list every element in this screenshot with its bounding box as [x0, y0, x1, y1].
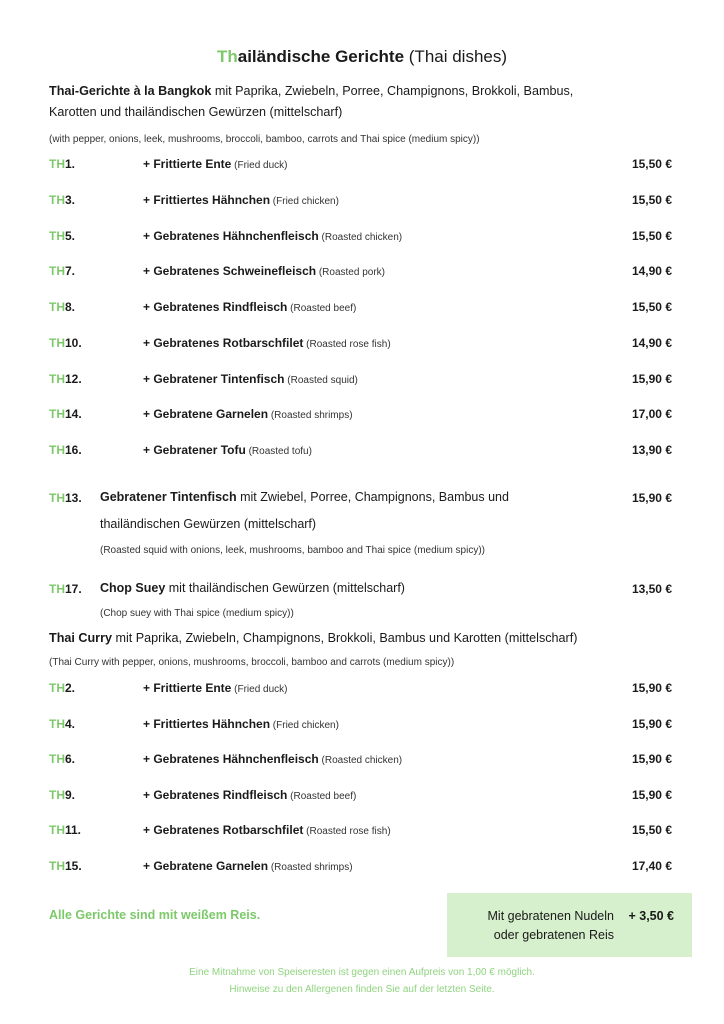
- dish-english: (Fried duck): [231, 160, 288, 171]
- menu-item-name: [143, 788, 356, 802]
- dish-german: + Gebratenes Schweinefleisch: [143, 264, 317, 279]
- dish-english: (Fried duck): [231, 684, 288, 695]
- menu-item-price: 15,50 €: [631, 228, 672, 243]
- menu-item-price: 15,50 €: [631, 823, 672, 838]
- upgrade-price: + 3,50 €: [628, 909, 674, 923]
- menu-item-price: 15,90 €: [631, 681, 672, 695]
- menu-item-name: [143, 823, 391, 837]
- dish-german: + Gebratenes Rotbarschfilet: [143, 335, 304, 350]
- menu-item-price: 15,90 €: [631, 787, 672, 802]
- menu-item-code: [49, 752, 75, 766]
- menu-item-code: [49, 157, 75, 171]
- menu-item-price: 15,90 €: [631, 371, 672, 386]
- dish-english: (Fried chicken): [270, 195, 339, 207]
- menu-item-name: [143, 300, 356, 314]
- menu-item-name: [143, 229, 402, 243]
- rice-note: Alle Gerichte sind mit weißem Reis.: [49, 908, 261, 922]
- dish-german: + Gebratenes Rindfleisch: [143, 300, 288, 314]
- code-number: 1.: [65, 157, 76, 171]
- dish-german: + Gebratenes Hähnchenfleisch: [143, 228, 319, 243]
- menu-item-name: [143, 264, 385, 278]
- upgrade-line1: Mit gebratenen Nudeln: [487, 909, 614, 923]
- section-bangkok-english: (with pepper, onions, leek, mushrooms, broccoli, bamboo, carrots and Thai spice (medium spicy)): [49, 134, 480, 145]
- code-prefix: TH: [49, 157, 65, 171]
- menu-item-code: [49, 264, 75, 278]
- dish-german: + Gebratenes Hähnchenfleisch: [143, 752, 319, 767]
- dish-german: + Frittierte Ente: [143, 157, 232, 171]
- dish-english: (Roasted chicken): [318, 231, 403, 243]
- upgrade-box: [447, 893, 692, 957]
- dish-english: (Roasted tofu): [245, 446, 312, 457]
- code-number: 6.: [65, 752, 76, 767]
- code-prefix: TH: [49, 681, 65, 695]
- menu-item-name: [143, 157, 287, 171]
- menu-item-code: [49, 491, 82, 505]
- menu-item-price: 13,90 €: [631, 443, 672, 457]
- code-prefix: TH: [49, 859, 65, 873]
- menu-item-description: [100, 581, 405, 595]
- dish-english: (Roasted shrimps): [268, 410, 353, 422]
- section-curry-intro: [49, 628, 577, 649]
- menu-item-price: 14,90 €: [631, 264, 672, 279]
- dish-english: (Roasted rose fish): [303, 826, 391, 838]
- menu-item-price: 17,00 €: [631, 407, 672, 422]
- title-main: ailändische Gerichte: [237, 47, 405, 66]
- code-prefix: TH: [49, 407, 65, 422]
- section-curry-desc: mit Paprika, Zwiebeln, Champignons, Brokkoli, Bambus und Karotten (mittelscharf): [111, 631, 578, 645]
- code-number: 15.: [65, 859, 82, 873]
- dish-english: (Roasted pork): [316, 267, 385, 279]
- code-number: 11.: [65, 823, 82, 838]
- section-curry-english: (Thai Curry with pepper, onions, mushrooms, broccoli, bamboo and carrots (medium spicy)): [49, 657, 455, 668]
- dish-german: + Gebratene Garnelen: [143, 407, 269, 422]
- dish-german: + Gebratenes Rindfleisch: [143, 787, 288, 802]
- menu-item-name: [143, 372, 358, 386]
- menu-item-price: 15,50 €: [631, 300, 672, 314]
- menu-item-name: [143, 407, 353, 421]
- code-prefix: TH: [49, 716, 65, 731]
- menu-item-price: 13,50 €: [631, 582, 672, 596]
- menu-item-code: [49, 717, 75, 731]
- dish-english: (Roasted squid): [284, 374, 358, 386]
- menu-item-price: 15,90 €: [631, 752, 672, 767]
- menu-item-code: [49, 372, 82, 386]
- section-bangkok-desc1: mit Paprika, Zwiebeln, Porree, Champignons, Brokkoli, Bambus,: [211, 84, 574, 98]
- code-number: 10.: [65, 335, 82, 350]
- code-number: 5.: [65, 228, 76, 243]
- upgrade-line2: oder gebratenen Reis: [493, 928, 614, 942]
- dish-english: (Roasted chicken): [318, 755, 403, 767]
- code-prefix: TH: [49, 192, 65, 207]
- menu-item-price: 15,50 €: [631, 192, 672, 207]
- code-prefix: TH: [49, 228, 65, 243]
- menu-item-price: 14,90 €: [631, 335, 672, 350]
- menu-item-code: [49, 407, 82, 421]
- menu-item-price: 15,90 €: [631, 491, 672, 505]
- dish-german: + Frittiertes Hähnchen: [143, 716, 271, 731]
- menu-item-code: [49, 193, 75, 207]
- code-number: 17.: [65, 582, 82, 596]
- menu-item-code: [49, 443, 82, 457]
- menu-item-name: [143, 717, 339, 731]
- code-prefix: TH: [49, 335, 65, 350]
- dish-english: (Roasted beef): [287, 790, 357, 802]
- code-number: 7.: [65, 264, 76, 279]
- menu-item-price: 15,90 €: [631, 716, 672, 731]
- menu-item-code: [49, 788, 75, 802]
- menu-item-code: [49, 229, 75, 243]
- code-number: 14.: [65, 407, 82, 422]
- code-prefix: TH: [49, 371, 65, 386]
- upgrade-text: [447, 907, 614, 945]
- code-prefix: TH: [49, 264, 65, 279]
- menu-item-english: (Roasted squid with onions, leek, mushrooms, bamboo and Thai spice (medium spicy)): [100, 545, 485, 556]
- title-translation: (Thai dishes): [404, 47, 508, 66]
- code-prefix: TH: [49, 752, 65, 767]
- menu-item-desc-line1: mit Zwiebel, Porree, Champignons, Bambus und: [236, 490, 509, 504]
- code-number: 13.: [65, 491, 82, 505]
- code-number: 2.: [65, 681, 76, 695]
- code-number: 12.: [65, 371, 82, 386]
- menu-item-name: [143, 681, 287, 695]
- code-number: 8.: [65, 300, 76, 314]
- dish-english: (Fried chicken): [270, 719, 339, 731]
- dish-german: + Frittierte Ente: [143, 681, 232, 695]
- code-number: 16.: [65, 443, 82, 457]
- menu-item-code: [49, 582, 82, 596]
- section-bangkok-intro: [49, 81, 573, 123]
- code-prefix: TH: [49, 300, 65, 314]
- dish-english: (Roasted shrimps): [268, 862, 353, 873]
- code-prefix: TH: [49, 787, 65, 802]
- menu-item-name: [143, 752, 402, 766]
- menu-item-name: [143, 193, 339, 207]
- menu-item-code: [49, 681, 75, 695]
- dish-german: + Gebratene Garnelen: [143, 859, 269, 873]
- menu-item-name: Gebratener Tintenfisch: [100, 490, 237, 504]
- title-accent: Th: [216, 47, 238, 66]
- menu-item-name: Chop Suey: [100, 581, 166, 595]
- code-prefix: TH: [49, 582, 65, 596]
- code-prefix: TH: [49, 823, 65, 838]
- menu-item-desc-line2: thailändischen Gewürzen (mittelscharf): [100, 517, 317, 531]
- menu-item-code: [49, 300, 75, 314]
- footer-allergen-note: Hinweise zu den Allergenen finden Sie auf der letzten Seite.: [229, 984, 495, 995]
- menu-item-desc-line1: mit thailändischen Gewürzen (mittelscharf): [165, 581, 405, 595]
- dish-german: + Gebratener Tintenfisch: [143, 371, 285, 386]
- dish-german: + Gebratener Tofu: [143, 443, 246, 457]
- menu-item-name: [143, 336, 391, 350]
- menu-item-code: [49, 336, 82, 350]
- section-bangkok-desc2: Karotten und thailändischen Gewürzen (mittelscharf): [49, 105, 343, 119]
- menu-item-price: 17,40 €: [631, 859, 672, 873]
- page-title: [0, 47, 724, 67]
- code-prefix: TH: [49, 443, 65, 457]
- menu-item-description: [100, 490, 509, 504]
- footer-leftovers-note: Eine Mitnahme von Speiseresten ist gegen einen Aufpreis von 1,00 € möglich.: [189, 967, 535, 978]
- menu-item-name: [143, 859, 353, 873]
- section-curry-name: Thai Curry: [49, 631, 112, 645]
- menu-item-code: [49, 823, 81, 837]
- section-bangkok-name: Thai-Gerichte à la Bangkok: [49, 84, 212, 98]
- menu-item-code: [49, 859, 82, 873]
- dish-english: (Roasted beef): [287, 303, 357, 314]
- menu-item-price: 15,50 €: [631, 157, 672, 171]
- code-number: 3.: [65, 192, 76, 207]
- menu-item-name: [143, 443, 312, 457]
- dish-german: + Gebratenes Rotbarschfilet: [143, 823, 304, 838]
- code-prefix: TH: [49, 491, 65, 505]
- code-number: 9.: [65, 787, 76, 802]
- menu-item-english: (Chop suey with Thai spice (medium spicy)): [100, 608, 294, 619]
- dish-german: + Frittiertes Hähnchen: [143, 192, 271, 207]
- dish-english: (Roasted rose fish): [303, 338, 391, 350]
- code-number: 4.: [65, 716, 76, 731]
